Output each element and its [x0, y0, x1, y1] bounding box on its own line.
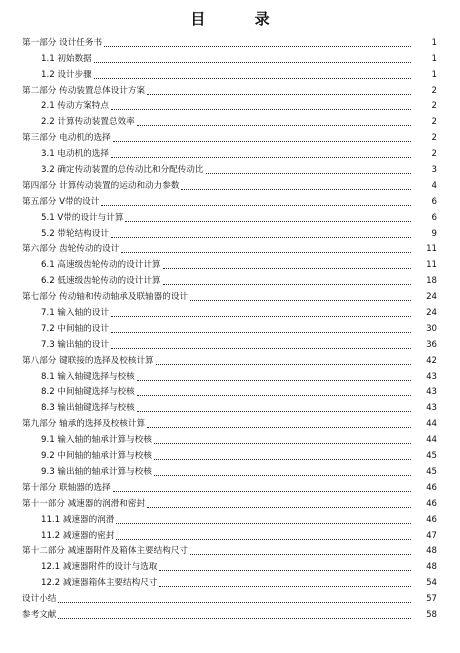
toc-page-number: 46: [426, 482, 437, 493]
toc-chapter-entry[interactable]: [0, 478, 460, 494]
dot-leader: [154, 459, 411, 460]
toc-page-number: 45: [426, 451, 437, 462]
toc-page-number: 44: [426, 435, 437, 446]
toc-entry-label: 第七部分 传动轴和传动轴承及联轴器的设计: [22, 292, 189, 303]
dot-leader: [154, 443, 411, 444]
toc-chapter-entry[interactable]: [0, 414, 460, 430]
dot-leader: [111, 157, 411, 158]
toc-entry-label: 设计小结: [22, 594, 57, 605]
toc-page-number: 2: [431, 85, 437, 96]
dot-leader: [58, 618, 411, 619]
toc-section-entry[interactable]: [0, 208, 460, 224]
toc-section-entry[interactable]: [0, 224, 460, 240]
toc-page-number: 1: [431, 53, 437, 64]
toc-title: 目 录: [190, 10, 292, 28]
toc-page-number: 45: [426, 466, 437, 477]
toc-page-number: 18: [426, 276, 437, 287]
toc-page-number: 11: [426, 260, 437, 271]
toc-section-entry[interactable]: [0, 510, 460, 526]
toc-page-number: 57: [426, 594, 437, 605]
toc-section-entry[interactable]: [0, 255, 460, 271]
toc-entry-label: 8.3 输出轴键选择与校核: [41, 403, 135, 414]
toc-section-entry[interactable]: [0, 97, 460, 113]
toc-entry-label: 9.1 输入轴的轴承计算与校核: [41, 435, 152, 446]
dot-leader: [181, 189, 411, 190]
toc-section-entry[interactable]: [0, 160, 460, 176]
toc-entry-label: 8.2 中间轴键选择与校核: [41, 387, 135, 398]
toc-page-number: 44: [426, 419, 437, 430]
toc-chapter-entry[interactable]: [0, 494, 460, 510]
toc-chapter-entry[interactable]: [0, 542, 460, 558]
dot-leader: [125, 221, 411, 222]
dot-leader: [190, 300, 411, 301]
toc-page-number: 6: [431, 196, 437, 207]
toc-entry-label: 9.2 中间轴的轴承计算与校核: [41, 451, 152, 462]
toc-section-entry[interactable]: [0, 49, 460, 65]
toc-page-number: 48: [426, 546, 437, 557]
toc-page-number: 2: [431, 133, 437, 144]
toc-entry-label: 3.1 电动机的选择: [41, 149, 109, 160]
toc-page-number: 30: [426, 323, 437, 334]
dot-leader: [111, 348, 411, 349]
dot-leader: [111, 237, 411, 238]
toc-chapter-entry[interactable]: [0, 351, 460, 367]
toc-chapter-entry[interactable]: [0, 240, 460, 256]
toc-section-entry[interactable]: [0, 398, 460, 414]
toc-entry-label: 7.1 输入轴的设计: [41, 308, 109, 319]
toc-page-number: 58: [426, 609, 437, 620]
toc-entry-label: 第四部分 计算传动装置的运动和动力参数: [22, 180, 180, 191]
toc-section-entry[interactable]: [0, 65, 460, 81]
toc-entry-label: 第十二部分 减速器附件及箱体主要结构尺寸: [22, 546, 189, 557]
dot-leader: [111, 109, 411, 110]
dot-leader: [116, 539, 411, 540]
toc-entry-label: 7.3 输出轴的设计: [41, 339, 109, 350]
toc-entry-label: 1.1 初始数据: [41, 53, 92, 64]
toc-page-number: 43: [426, 403, 437, 414]
toc-section-entry[interactable]: [0, 462, 460, 478]
dot-leader: [113, 141, 411, 142]
toc-entry-label: 6.2 低速级齿轮传动的设计计算: [41, 276, 161, 287]
toc-page-number: 2: [431, 117, 437, 128]
dot-leader: [137, 395, 411, 396]
toc-chapter-entry[interactable]: [0, 287, 460, 303]
toc-page-number: 48: [426, 562, 437, 573]
dot-leader: [156, 364, 411, 365]
dot-leader: [190, 554, 411, 555]
toc-entry-label: 12.2 减速器箱体主要结构尺寸: [41, 578, 158, 589]
toc-page-number: 43: [426, 371, 437, 382]
toc-page-number: 47: [426, 530, 437, 541]
toc-entry-label: 第九部分 轴承的选择及校核计算: [22, 419, 146, 430]
toc-section-entry[interactable]: [0, 573, 460, 589]
dot-leader: [113, 491, 411, 492]
toc-page-number: 1: [431, 69, 437, 80]
toc-section-entry[interactable]: [0, 557, 460, 573]
toc-entry-label: 参考文献: [22, 609, 57, 620]
dot-leader: [163, 268, 411, 269]
dot-leader: [101, 205, 411, 206]
toc-entry-label: 2.1 传动方案特点: [41, 101, 109, 112]
toc-chapter-entry[interactable]: [0, 589, 460, 605]
toc-page-number: 43: [426, 387, 437, 398]
toc-entry-label: 5.2 带轮结构设计: [41, 228, 109, 239]
toc-chapter-entry[interactable]: [0, 192, 460, 208]
toc-page-number: 9: [431, 228, 437, 239]
toc-entry-label: 第五部分 V带的设计: [22, 196, 100, 207]
toc-section-entry[interactable]: [0, 430, 460, 446]
toc-chapter-entry[interactable]: [0, 128, 460, 144]
toc-entry-label: 11.2 减速器的密封: [41, 530, 115, 541]
dot-leader: [94, 62, 411, 63]
toc-entry-label: 7.2 中间轴的设计: [41, 323, 109, 334]
toc-page-number: 46: [426, 498, 437, 509]
toc-chapter-entry[interactable]: [0, 176, 460, 192]
toc-page-number: 1: [431, 37, 437, 48]
toc-section-entry[interactable]: [0, 446, 460, 462]
toc-entry-label: 第十一部分 减速器的润滑和密封: [22, 498, 146, 509]
toc-section-entry[interactable]: [0, 335, 460, 351]
toc-entry-label: 11.1 减速器的润滑: [41, 514, 115, 525]
toc-page-number: 4: [431, 180, 437, 191]
dot-leader: [159, 586, 411, 587]
toc-entry-label: 6.1 高速级齿轮传动的设计计算: [41, 260, 161, 271]
toc-section-entry[interactable]: [0, 383, 460, 399]
dot-leader: [94, 78, 411, 79]
toc-entry-label: 1.2 设计步骤: [41, 69, 92, 80]
toc-page-number: 2: [431, 149, 437, 160]
toc-entry-label: 第二部分 传动装置总体设计方案: [22, 85, 146, 96]
toc-section-entry[interactable]: [0, 526, 460, 542]
dot-leader: [111, 332, 411, 333]
toc-section-entry[interactable]: [0, 112, 460, 128]
toc-page-number: 46: [426, 514, 437, 525]
toc-list: [0, 33, 460, 621]
dot-leader: [147, 94, 411, 95]
dot-leader: [137, 125, 411, 126]
toc-entry-label: 3.2 确定传动装置的总传动比和分配传动比: [41, 165, 204, 176]
toc-page-number: 3: [431, 165, 437, 176]
dot-leader: [58, 602, 411, 603]
dot-leader: [154, 475, 411, 476]
toc-entry-label: 第十部分 联轴器的选择: [22, 482, 111, 493]
toc-entry-label: 第一部分 设计任务书: [22, 37, 103, 48]
toc-section-entry[interactable]: [0, 303, 460, 319]
toc-chapter-entry[interactable]: [0, 33, 460, 49]
dot-leader: [147, 507, 411, 508]
dot-leader: [147, 427, 411, 428]
toc-section-entry[interactable]: [0, 367, 460, 383]
toc-entry-label: 2.2 计算传动装置总效率: [41, 117, 135, 128]
toc-entry-label: 第六部分 齿轮传动的设计: [22, 244, 120, 255]
toc-entry-label: 8.1 输入轴键选择与校核: [41, 371, 135, 382]
dot-leader: [111, 316, 411, 317]
dot-leader: [163, 284, 411, 285]
toc-page-number: 2: [431, 101, 437, 112]
toc-section-entry[interactable]: [0, 271, 460, 287]
dot-leader: [121, 252, 411, 253]
dot-leader: [104, 46, 411, 47]
dot-leader: [116, 523, 411, 524]
toc-page-number: 54: [426, 578, 437, 589]
toc-page-number: 24: [426, 292, 437, 303]
toc-page-number: 6: [431, 212, 437, 223]
toc-page-number: 36: [426, 339, 437, 350]
dot-leader: [206, 173, 412, 174]
dot-leader: [137, 411, 411, 412]
toc-entry-label: 第八部分 键联接的选择及校核计算: [22, 355, 154, 366]
toc-chapter-entry[interactable]: [0, 81, 460, 97]
toc-entry-label: 9.3 输出轴的轴承计算与校核: [41, 466, 152, 477]
toc-page-number: 42: [426, 355, 437, 366]
toc-section-entry[interactable]: [0, 144, 460, 160]
toc-section-entry[interactable]: [0, 319, 460, 335]
toc-entry-label: 5.1 V带的设计与计算: [41, 212, 124, 223]
toc-page-number: 24: [426, 308, 437, 319]
toc-entry-label: 12.1 减速器附件的设计与选取: [41, 562, 158, 573]
dot-leader: [137, 380, 411, 381]
dot-leader: [159, 570, 411, 571]
toc-page-number: 11: [426, 244, 437, 255]
toc-chapter-entry[interactable]: [0, 605, 460, 621]
toc-entry-label: 第三部分 电动机的选择: [22, 133, 111, 144]
